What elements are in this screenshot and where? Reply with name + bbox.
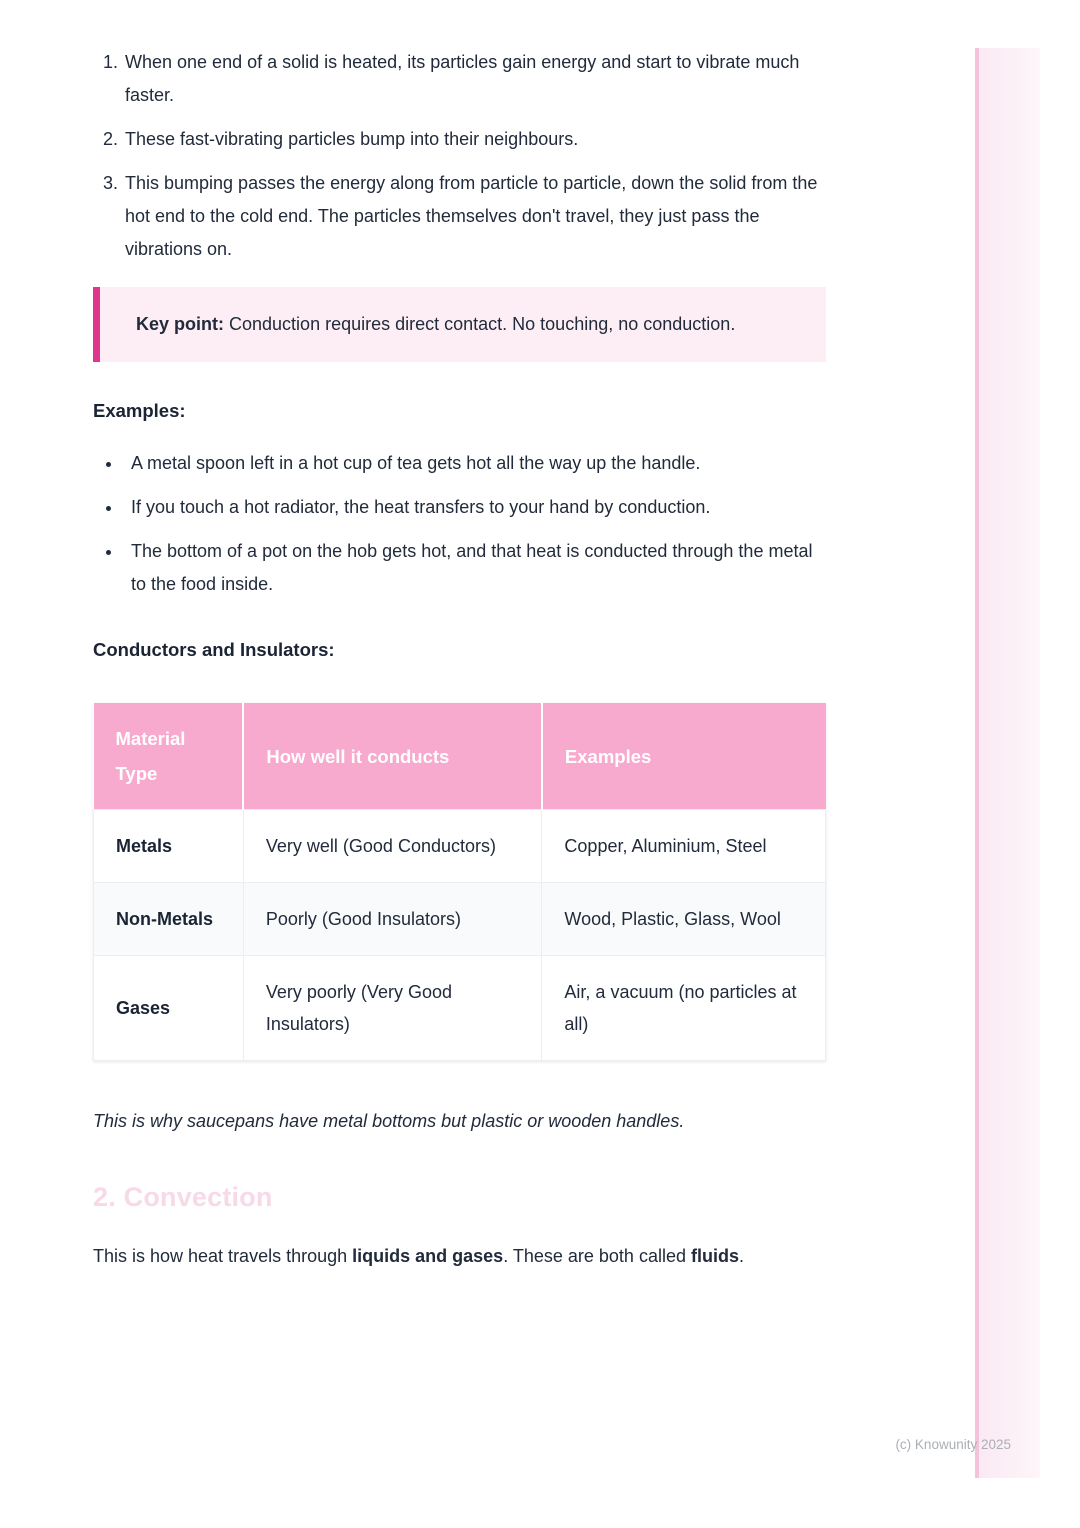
table-row-gases — [94, 956, 826, 1061]
cell-material: Metals — [94, 810, 244, 883]
table-row-metals — [94, 810, 826, 883]
conduction-step-1: 1. When one end of a solid is heated, its particles gain energy and start to vibrate much faster. — [123, 46, 826, 112]
cell-examples: Wood, Plastic, Glass, Wool — [542, 883, 826, 956]
key-point-body: Conduction requires direct contact. No touching, no conduction. — [229, 314, 736, 334]
page-accent-strip — [975, 48, 1040, 1478]
key-point-callout — [93, 287, 826, 362]
cell-examples: Copper, Aluminium, Steel — [542, 810, 826, 883]
copyright-footer: (c) Knowunity 2025 — [895, 1437, 1011, 1452]
table-header-material-type: Material Type — [94, 703, 244, 810]
convection-text-2: . These are both called — [503, 1246, 691, 1266]
cell-conducts: Poorly (Good Insulators) — [243, 883, 542, 956]
conductors-insulators-heading: Conductors and Insulators: — [93, 639, 335, 660]
table-header-how-well: How well it conducts — [243, 703, 542, 810]
examples-list — [93, 447, 826, 601]
example-item-2: • If you touch a hot radiator, the heat transfers to your hand by conduction. — [123, 491, 826, 524]
convection-paragraph — [93, 1239, 826, 1274]
key-point-label: Key point: — [136, 314, 224, 334]
convection-bold-fluids: fluids — [690, 1246, 739, 1266]
convection-heading: 2. Convection — [93, 1182, 273, 1212]
table-header-row — [94, 703, 826, 810]
examples-heading: Examples: — [93, 400, 186, 421]
cell-examples: Air, a vacuum (no particles at all) — [542, 956, 826, 1061]
example-item-3: • The bottom of a pot on the hob gets hot, and that heat is conducted through the metal to the food inside. — [123, 535, 826, 601]
table-header-examples: Examples — [542, 703, 826, 810]
convection-text-3: . — [738, 1246, 744, 1266]
key-point-text — [136, 307, 790, 342]
example-item-1: • A metal spoon left in a hot cup of tea gets hot all the way up the handle. — [123, 447, 826, 480]
conduction-step-2: 2. These fast-vibrating particles bump into their neighbours. — [123, 123, 826, 156]
cell-material: Non-Metals — [94, 883, 244, 956]
conductors-table — [93, 703, 826, 1061]
conduction-steps-list — [93, 46, 826, 266]
saucepan-note: This is why saucepans have metal bottoms but plastic or wooden handles. — [93, 1111, 685, 1131]
conduction-step-3: 3. This bumping passes the energy along from particle to particle, down the solid from the hot end to the cold end. The particles themselves don't travel, they just pass the vibrations on. — [123, 167, 826, 266]
convection-bold-liquids-gases: liquids and gases — [352, 1246, 504, 1266]
convection-text-1: This is how heat travels through — [93, 1246, 353, 1266]
cell-conducts: Very poorly (Very Good Insulators) — [243, 956, 542, 1061]
table-row-non-metals — [94, 883, 826, 956]
document-content — [93, 0, 826, 1274]
cell-conducts: Very well (Good Conductors) — [243, 810, 542, 883]
cell-material: Gases — [94, 956, 244, 1061]
